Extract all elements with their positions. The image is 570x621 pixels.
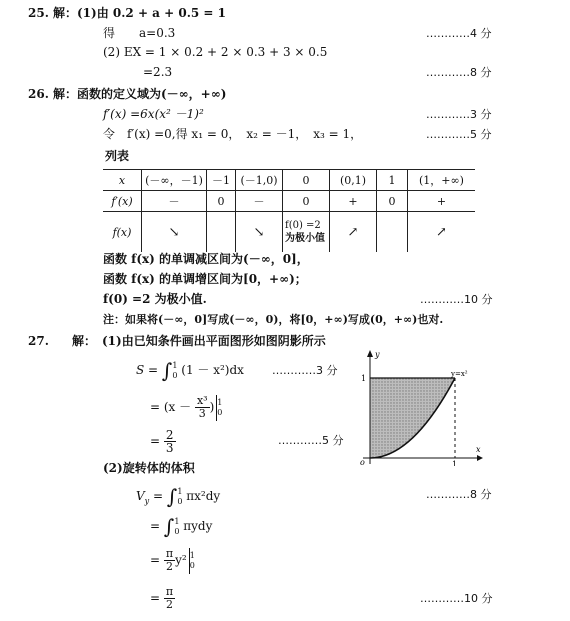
q26-number: 26.: [28, 87, 49, 101]
table-cell: 0: [283, 191, 330, 212]
upper-limit: 1: [189, 550, 195, 560]
volume-result: [150, 583, 175, 613]
table-row-function: [103, 212, 475, 253]
table-cell: [377, 212, 408, 253]
upper-limit: 1: [174, 516, 180, 526]
increasing-arrow-icon: ↗: [347, 224, 359, 240]
q26-line-1: 解：函数的定义域为(－∞，+∞): [53, 87, 227, 101]
x-axis-arrow-icon: [477, 455, 483, 461]
q27-points-8: …………8 分: [426, 488, 492, 501]
integral-sign-icon: ∫: [166, 484, 178, 509]
step-equals: =: [150, 591, 161, 605]
lower-limit: 0: [174, 526, 180, 536]
table-cell: (－∞，－1): [142, 170, 207, 191]
integral-limits: [172, 361, 177, 381]
increasing-arrow-icon: ↗: [436, 224, 447, 240]
q27-points-10: …………10 分: [420, 592, 493, 605]
fraction-numerator: 2: [165, 428, 174, 442]
table-cell: －1: [207, 170, 236, 191]
volume-step-2: [150, 513, 212, 539]
table-cell: f′(x): [103, 191, 142, 212]
q26-line-6: 函数 f(x) 的单调增区间为[0，+∞)；: [103, 272, 307, 286]
upper-limit: 1: [177, 486, 183, 496]
volume-subscript: y: [144, 496, 150, 506]
table-cell: 1: [377, 170, 408, 191]
q25-line-3: (2) EX = 1 × 0.2 + 2 × 0.3 + 3 × 0.5: [103, 45, 328, 59]
fraction: [164, 586, 175, 611]
table-cell: －: [142, 191, 207, 212]
x-tick-label: 1: [452, 460, 458, 466]
table-cell: [207, 212, 236, 253]
min-value-label: 为极小值: [285, 233, 325, 244]
table-cell: －: [236, 191, 283, 212]
q27-line-2: (2)旋转体的体积: [103, 461, 195, 475]
table-row-x: [103, 170, 475, 191]
q27-points-3: …………3 分: [272, 364, 338, 377]
integral-limits: [174, 517, 179, 537]
q26-line-7: f(0) =2 为极小值.: [103, 292, 207, 306]
area-integral: [136, 357, 244, 383]
lower-limit: 0: [172, 370, 178, 380]
q26-points-10: …………10 分: [420, 293, 493, 306]
decreasing-arrow-icon: ↘: [168, 224, 180, 240]
q26-line-3: 令 f′(x) =0,得 x₁ = 0， x₂ = －1， x₃ = 1，: [103, 127, 363, 141]
volume-equals: =: [153, 489, 164, 503]
q25-number: 25.: [28, 6, 49, 20]
area-result: [150, 426, 176, 456]
q25-points-4: …………4 分: [426, 27, 492, 40]
antiderivative-close: ): [209, 400, 215, 414]
table-cell: (1，+∞): [408, 170, 476, 191]
table-cell: x: [103, 170, 142, 191]
q26-line-4: 列表: [105, 149, 130, 163]
step-equals: =: [150, 519, 161, 533]
integral-limits: [177, 487, 182, 507]
q25-line-2: 得 a=0.3: [103, 26, 176, 40]
shaded-region: [370, 378, 455, 458]
fraction-numerator: x³: [196, 394, 208, 407]
q26-line-2: f′(x) =6x(x² －1)²: [103, 107, 204, 121]
integral-sign-icon: ∫: [161, 358, 173, 383]
lower-limit: 0: [217, 407, 223, 417]
table-cell: [283, 212, 330, 253]
table-cell: [236, 212, 283, 253]
min-value: f(0) =2: [285, 220, 321, 231]
fraction: [164, 429, 176, 454]
fraction-denominator: 3: [165, 441, 174, 455]
q25-line-1: 解：(1)由 0.2 + a + 0.5 = 1: [53, 6, 226, 20]
table-cell: +: [330, 191, 377, 212]
volume-lhs: [136, 489, 150, 506]
q26-points-3: …………3 分: [426, 108, 492, 121]
table-cell: [330, 212, 377, 253]
upper-limit: 1: [217, 397, 223, 407]
step-equals: =: [150, 553, 161, 567]
area-integrand: (1 － x²)dx: [181, 363, 244, 377]
q27-line-1: 解： (1)由已知条件画出平面图形如图阴影所示: [72, 334, 326, 348]
volume-term: y²: [175, 553, 187, 567]
x-axis-label: x: [476, 445, 481, 454]
y-tick-label: 1: [361, 374, 367, 383]
integral-sign-icon: ∫: [163, 514, 175, 539]
q26-line-5: 函数 f(x) 的单调减区间为(－∞，0]，: [103, 252, 309, 266]
table-cell: 0: [207, 191, 236, 212]
upper-limit: 1: [172, 360, 178, 370]
variation-table: [103, 169, 475, 252]
q26-note: 注：如果将(－∞，0]写成(－∞，0)，将[0，+∞)写成(0，+∞)也对.: [103, 313, 444, 326]
region-graph: [345, 348, 485, 466]
area-antiderivative: [150, 393, 222, 421]
table-cell: [142, 212, 207, 253]
y-axis-arrow-icon: [367, 350, 373, 357]
volume-integrand-2: πydy: [183, 519, 213, 533]
result-equals: =: [150, 434, 161, 448]
q26-points-5: …………5 分: [426, 128, 492, 141]
volume-integrand: πx²dy: [186, 489, 221, 503]
lower-limit: 0: [177, 496, 183, 506]
y-axis-label: y: [375, 350, 380, 359]
table-cell: (0,1): [330, 170, 377, 191]
fraction: [164, 548, 175, 573]
evaluation-limits: [217, 398, 222, 418]
area-lhs: S =: [136, 363, 159, 377]
evaluation-limits: [190, 551, 195, 571]
fraction-numerator: π: [165, 547, 174, 560]
table-cell: 0: [283, 170, 330, 191]
table-cell: (－1,0): [236, 170, 283, 191]
table-cell: [408, 212, 476, 253]
origin-label: o: [360, 458, 365, 466]
table-cell: 0: [377, 191, 408, 212]
lower-limit: 0: [189, 560, 195, 570]
antiderivative-open: = (x －: [150, 400, 192, 414]
fraction-denominator: 3: [198, 407, 206, 420]
table-cell: +: [408, 191, 476, 212]
q27-points-5: …………5 分: [278, 434, 344, 447]
q25-line-4: =2.3: [143, 65, 173, 79]
curve-label: y=x²: [451, 370, 468, 378]
decreasing-arrow-icon: ↘: [253, 224, 265, 240]
volume-integral: [136, 483, 220, 514]
q27-number: 27.: [28, 334, 49, 348]
volume-symbol: V: [136, 489, 145, 503]
fraction: [195, 395, 210, 420]
volume-step-3: [150, 545, 195, 575]
table-cell: f(x): [112, 225, 132, 239]
fraction-denominator: 2: [166, 560, 173, 573]
q25-points-8: …………8 分: [426, 66, 492, 79]
fraction-numerator: π: [165, 585, 174, 598]
table-row-derivative: [103, 191, 475, 212]
fraction-denominator: 2: [166, 598, 173, 611]
